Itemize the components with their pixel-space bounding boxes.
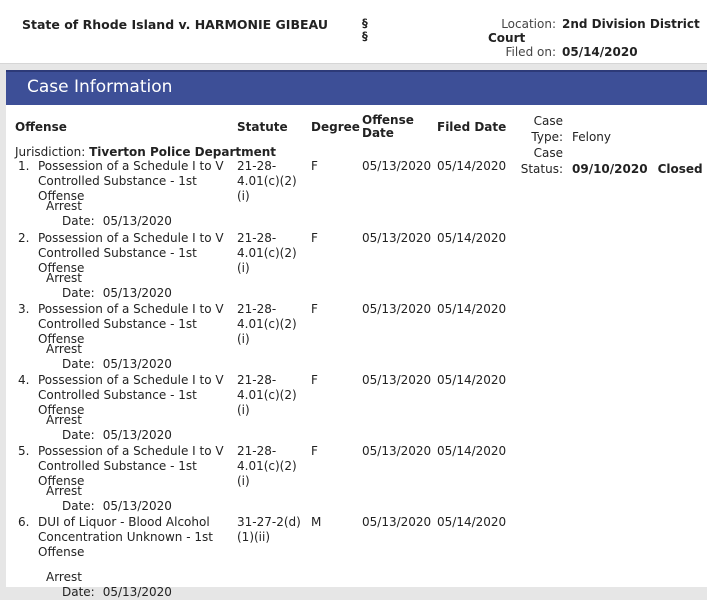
col-statute: Statute (237, 120, 288, 134)
filed-on-label: Filed on: (505, 45, 556, 59)
arrest-info (46, 484, 172, 514)
arrest-date-value: 05/13/2020 (102, 585, 172, 599)
offense-filed-date: 05/14/2020 (437, 444, 507, 458)
offense-date: 05/13/2020 (362, 444, 432, 458)
arrest-label: Arrest (46, 199, 82, 213)
filed-on-value: 05/14/2020 (562, 45, 638, 59)
offense-date: 05/13/2020 (362, 373, 432, 387)
offense-date: 05/13/2020 (362, 159, 432, 173)
arrest-info (46, 413, 172, 443)
arrest-date-line (46, 214, 172, 229)
offense-description: Possession of a Schedule I to V Controlled Substance - 1st Offense (38, 159, 224, 203)
section-title: Case Information (27, 77, 173, 97)
offense-description: Possession of a Schedule I to V Controlled Substance - 1st Offense (38, 373, 224, 417)
col-filed-date: Filed Date (437, 120, 507, 134)
arrest-info (46, 342, 172, 372)
offense-description: Possession of a Schedule I to V Controlled Substance - 1st Offense (38, 302, 224, 346)
col-degree: Degree (311, 120, 360, 134)
arrest-info (46, 271, 172, 301)
offense-number: 5. (18, 444, 30, 458)
arrest-date-value: 05/13/2020 (102, 357, 172, 371)
arrest-label: Arrest (46, 570, 82, 584)
offense-degree: F (311, 159, 318, 173)
offense-number: 2. (18, 231, 30, 245)
case-title: State of Rhode Island v. HARMONIE GIBEAU (22, 17, 328, 32)
offense-degree: F (311, 373, 318, 387)
offense-description: Possession of a Schedule I to V Controlled Substance - 1st Offense (38, 231, 224, 275)
section-marks (362, 17, 368, 43)
jurisdiction-label: Jurisdiction: (15, 145, 86, 159)
arrest-date-value: 05/13/2020 (102, 428, 172, 442)
arrest-date-label: Date: (62, 585, 95, 599)
offense-description: Possession of a Schedule I to V Controlled Substance - 1st Offense (38, 444, 224, 488)
case-status-date: 09/10/2020 (572, 162, 648, 176)
arrest-label: Arrest (46, 484, 82, 498)
offense-statute: 21-28-4.01(c)(2)(i) (237, 231, 297, 275)
offense-statute: 21-28-4.01(c)(2)(i) (237, 302, 297, 346)
offense-number: 6. (18, 515, 30, 529)
jurisdiction (15, 145, 276, 159)
case-type-value: Felony (572, 130, 612, 144)
section-mark: § (362, 29, 368, 43)
arrest-date-label: Date: (62, 286, 95, 300)
arrest-label: Arrest (46, 342, 82, 356)
offense-date: 05/13/2020 (362, 231, 432, 245)
offense-number: 1. (18, 159, 30, 173)
case-status-label: Case Status: (520, 146, 563, 176)
arrest-date-label: Date: (62, 357, 95, 371)
offense-description: DUI of Liquor - Blood Alcohol Concentration Unknown - 1st Offense (38, 515, 213, 559)
offense-degree: F (311, 302, 318, 316)
arrest-info (46, 570, 172, 600)
offense-filed-date: 05/14/2020 (437, 231, 507, 245)
offense-statute: 31-27-2(d)(1)(ii) (237, 515, 301, 544)
offense-date: 05/13/2020 (362, 302, 432, 316)
offense-statute: 21-28-4.01(c)(2)(i) (237, 159, 297, 203)
arrest-date-line (46, 499, 172, 514)
case-information-panel (6, 70, 707, 599)
arrest-date-line (46, 428, 172, 443)
col-offense-date: Offense Date (362, 113, 414, 140)
arrest-date-value: 05/13/2020 (102, 499, 172, 513)
arrest-date-value: 05/13/2020 (102, 286, 172, 300)
offense-statute: 21-28-4.01(c)(2)(i) (237, 373, 297, 417)
arrest-date-line (46, 357, 172, 372)
offense-number: 4. (18, 373, 30, 387)
section-mark: § (362, 16, 368, 30)
arrest-label: Arrest (46, 271, 82, 285)
case-type-status (499, 113, 703, 177)
arrest-info (46, 199, 172, 229)
arrest-date-label: Date: (62, 428, 95, 442)
case-type-label: Case Type: (531, 114, 563, 144)
arrest-date-value: 05/13/2020 (102, 214, 172, 228)
case-status-value: Closed (657, 162, 703, 176)
case-header (0, 0, 707, 64)
offense-degree: F (311, 444, 318, 458)
arrest-date-line (46, 585, 172, 600)
arrest-date-label: Date: (62, 214, 95, 228)
offense-date: 05/13/2020 (362, 515, 432, 529)
location-value: 2nd Division District Court (488, 17, 700, 45)
offense-statute: 21-28-4.01(c)(2)(i) (237, 444, 297, 488)
offense-degree: F (311, 231, 318, 245)
offense-degree: M (311, 515, 322, 529)
case-meta (488, 17, 707, 59)
offense-number: 3. (18, 302, 30, 316)
jurisdiction-value: Tiverton Police Department (89, 145, 277, 159)
offense-filed-date: 05/14/2020 (437, 515, 507, 529)
arrest-date-label: Date: (62, 499, 95, 513)
section-banner (6, 70, 707, 105)
offense-filed-date: 05/14/2020 (437, 159, 507, 173)
col-offense: Offense (15, 120, 67, 134)
arrest-date-line (46, 286, 172, 301)
offense-filed-date: 05/14/2020 (437, 302, 507, 316)
offense-filed-date: 05/14/2020 (437, 373, 507, 387)
arrest-label: Arrest (46, 413, 82, 427)
location-label: Location: (501, 17, 556, 31)
